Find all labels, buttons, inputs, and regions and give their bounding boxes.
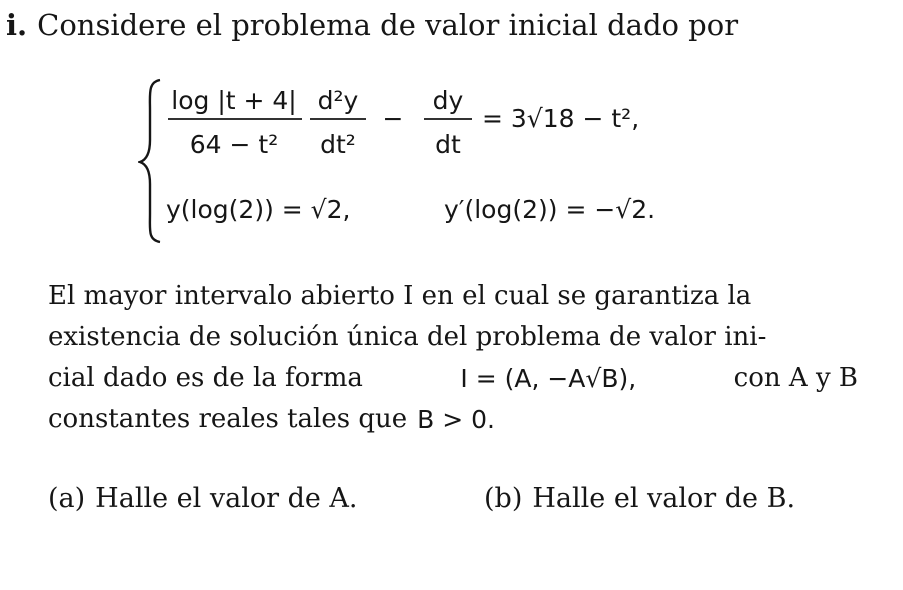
left-brace <box>140 80 160 242</box>
part-a <box>48 481 358 517</box>
paragraph-line-4 <box>48 399 858 440</box>
first-derivative-numerator: dy <box>432 86 464 115</box>
coef-denominator: 64 − t² <box>189 130 279 159</box>
problem-heading <box>6 7 738 43</box>
problem-number: i. <box>6 8 28 42</box>
initial-condition-y: y(log(2)) = √2, <box>166 195 351 224</box>
ivp-system <box>138 76 778 246</box>
ivp-equation-svg <box>138 76 778 246</box>
paragraph-line-3-text: cial dado es de la forma <box>48 363 363 393</box>
paragraph-line-1: El mayor intervalo abierto I en el cual se garantiza la <box>48 281 752 311</box>
paragraph-line-2: existencia de solución única del problema de valor ini- <box>48 322 767 352</box>
part-a-text: Halle el valor de A. <box>95 483 358 514</box>
coef-numerator: log |t + 4| <box>171 86 297 115</box>
paragraph-line-4-text: constantes reales tales que <box>48 404 408 434</box>
paragraph-line-3-tail: con A y B <box>733 363 858 393</box>
problem-intro: Considere el problema de valor inicial dado por <box>37 8 739 42</box>
paragraph-line-3 <box>48 358 858 399</box>
condition-expression: B > 0. <box>417 405 495 434</box>
equation-rhs: = 3√18 − t², <box>482 104 640 133</box>
part-b <box>484 481 795 517</box>
second-derivative-denominator: dt² <box>320 130 356 159</box>
problem-paragraph <box>48 276 858 440</box>
second-derivative-numerator: d²y <box>317 86 359 115</box>
part-b-text: Halle el valor de B. <box>532 483 796 514</box>
initial-condition-yprime: y′(log(2)) = −√2. <box>444 195 656 224</box>
minus-sign: − <box>382 104 404 133</box>
part-a-label: (a) <box>48 483 86 514</box>
part-b-label: (b) <box>484 483 523 514</box>
interval-expression: I = (A, −A√B), <box>460 364 637 393</box>
first-derivative-denominator: dt <box>435 130 461 159</box>
